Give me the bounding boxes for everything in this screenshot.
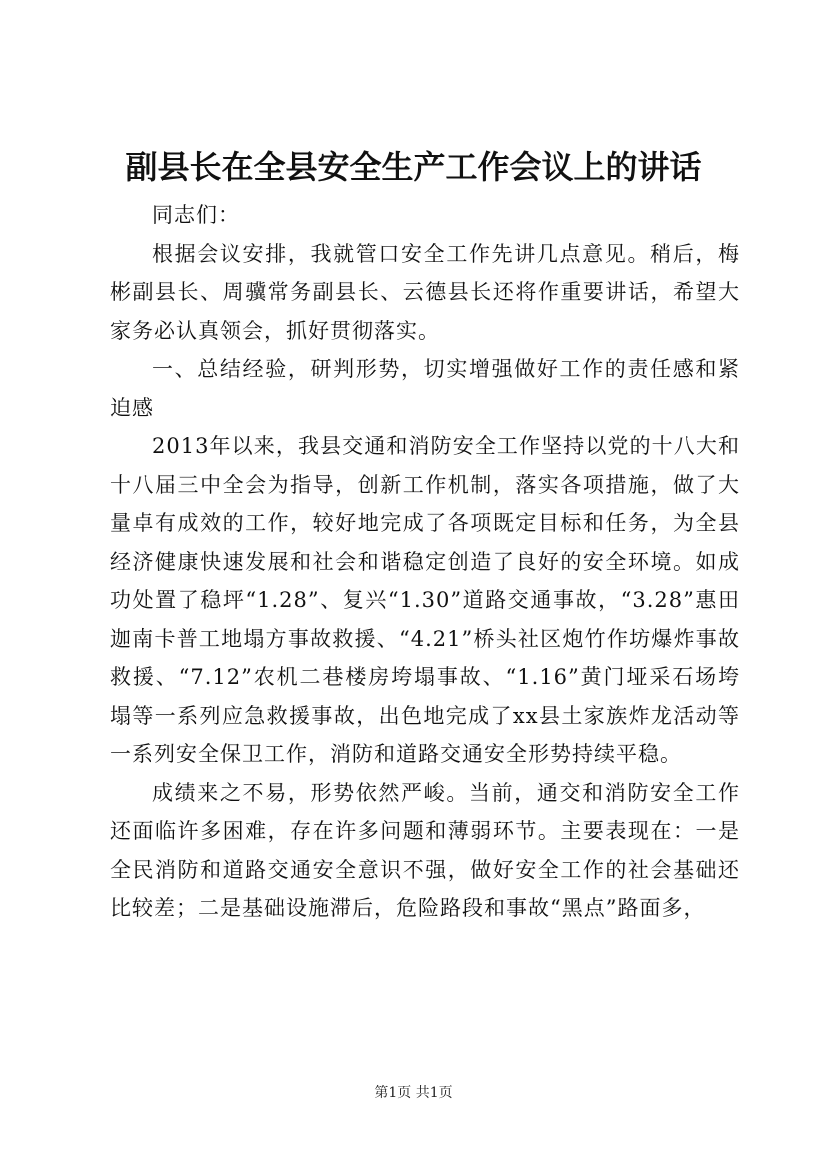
document-title: 副县长在全县安全生产工作会议上的讲话	[125, 148, 702, 186]
document-body	[110, 196, 740, 928]
challenges-paragraph: 成绩来之不易，形势依然严峻。当前，通交和消防安全工作还面临许多困难，存在许多问题和薄弱环节。主要表现在：一是全民消防和道路交通安全意识不强，做好安全工作的社会基础还比较差；二是基础设施滞后，危险路段和事故“黑点”路面多，	[110, 780, 740, 920]
salutation-paragraph: 同志们：	[152, 203, 240, 227]
section-heading-paragraph: 一、总结经验，研判形势，切实增强做好工作的责任感和紧迫感	[110, 357, 740, 420]
achievements-paragraph: 2013年以来，我县交通和消防安全工作坚持以党的十八大和十八届三中全会为指导，创新工作机制，落实各项措施，做了大量卓有成效的工作，较好地完成了各项既定目标和任务，为全县经济健康快速发展和社会和谐稳定创造了良好的安全环境。如成功处置了稳坪“1.28”、复兴“1.30”道路交通事故，“3.28”惠田迦南卡普工地塌方事故救援、“4.21”桥头社区炮竹作坊爆炸事故救援、“7.12”农机二巷楼房垮塌事故、“1.16”黄门垭采石场垮塌等一系列应急救援事故，出色地完成了xx县土家族炸龙活动等一系列安全保卫工作，消防和道路交通安全形势持续平稳。	[110, 434, 740, 766]
intro-paragraph: 根据会议安排，我就管口安全工作先讲几点意见。稍后，梅彬副县长、周骥常务副县长、云德县长还将作重要讲话，希望大家务必认真领会，抓好贯彻落实。	[110, 241, 740, 343]
page-footer: 第1页 共1页	[374, 1085, 453, 1101]
